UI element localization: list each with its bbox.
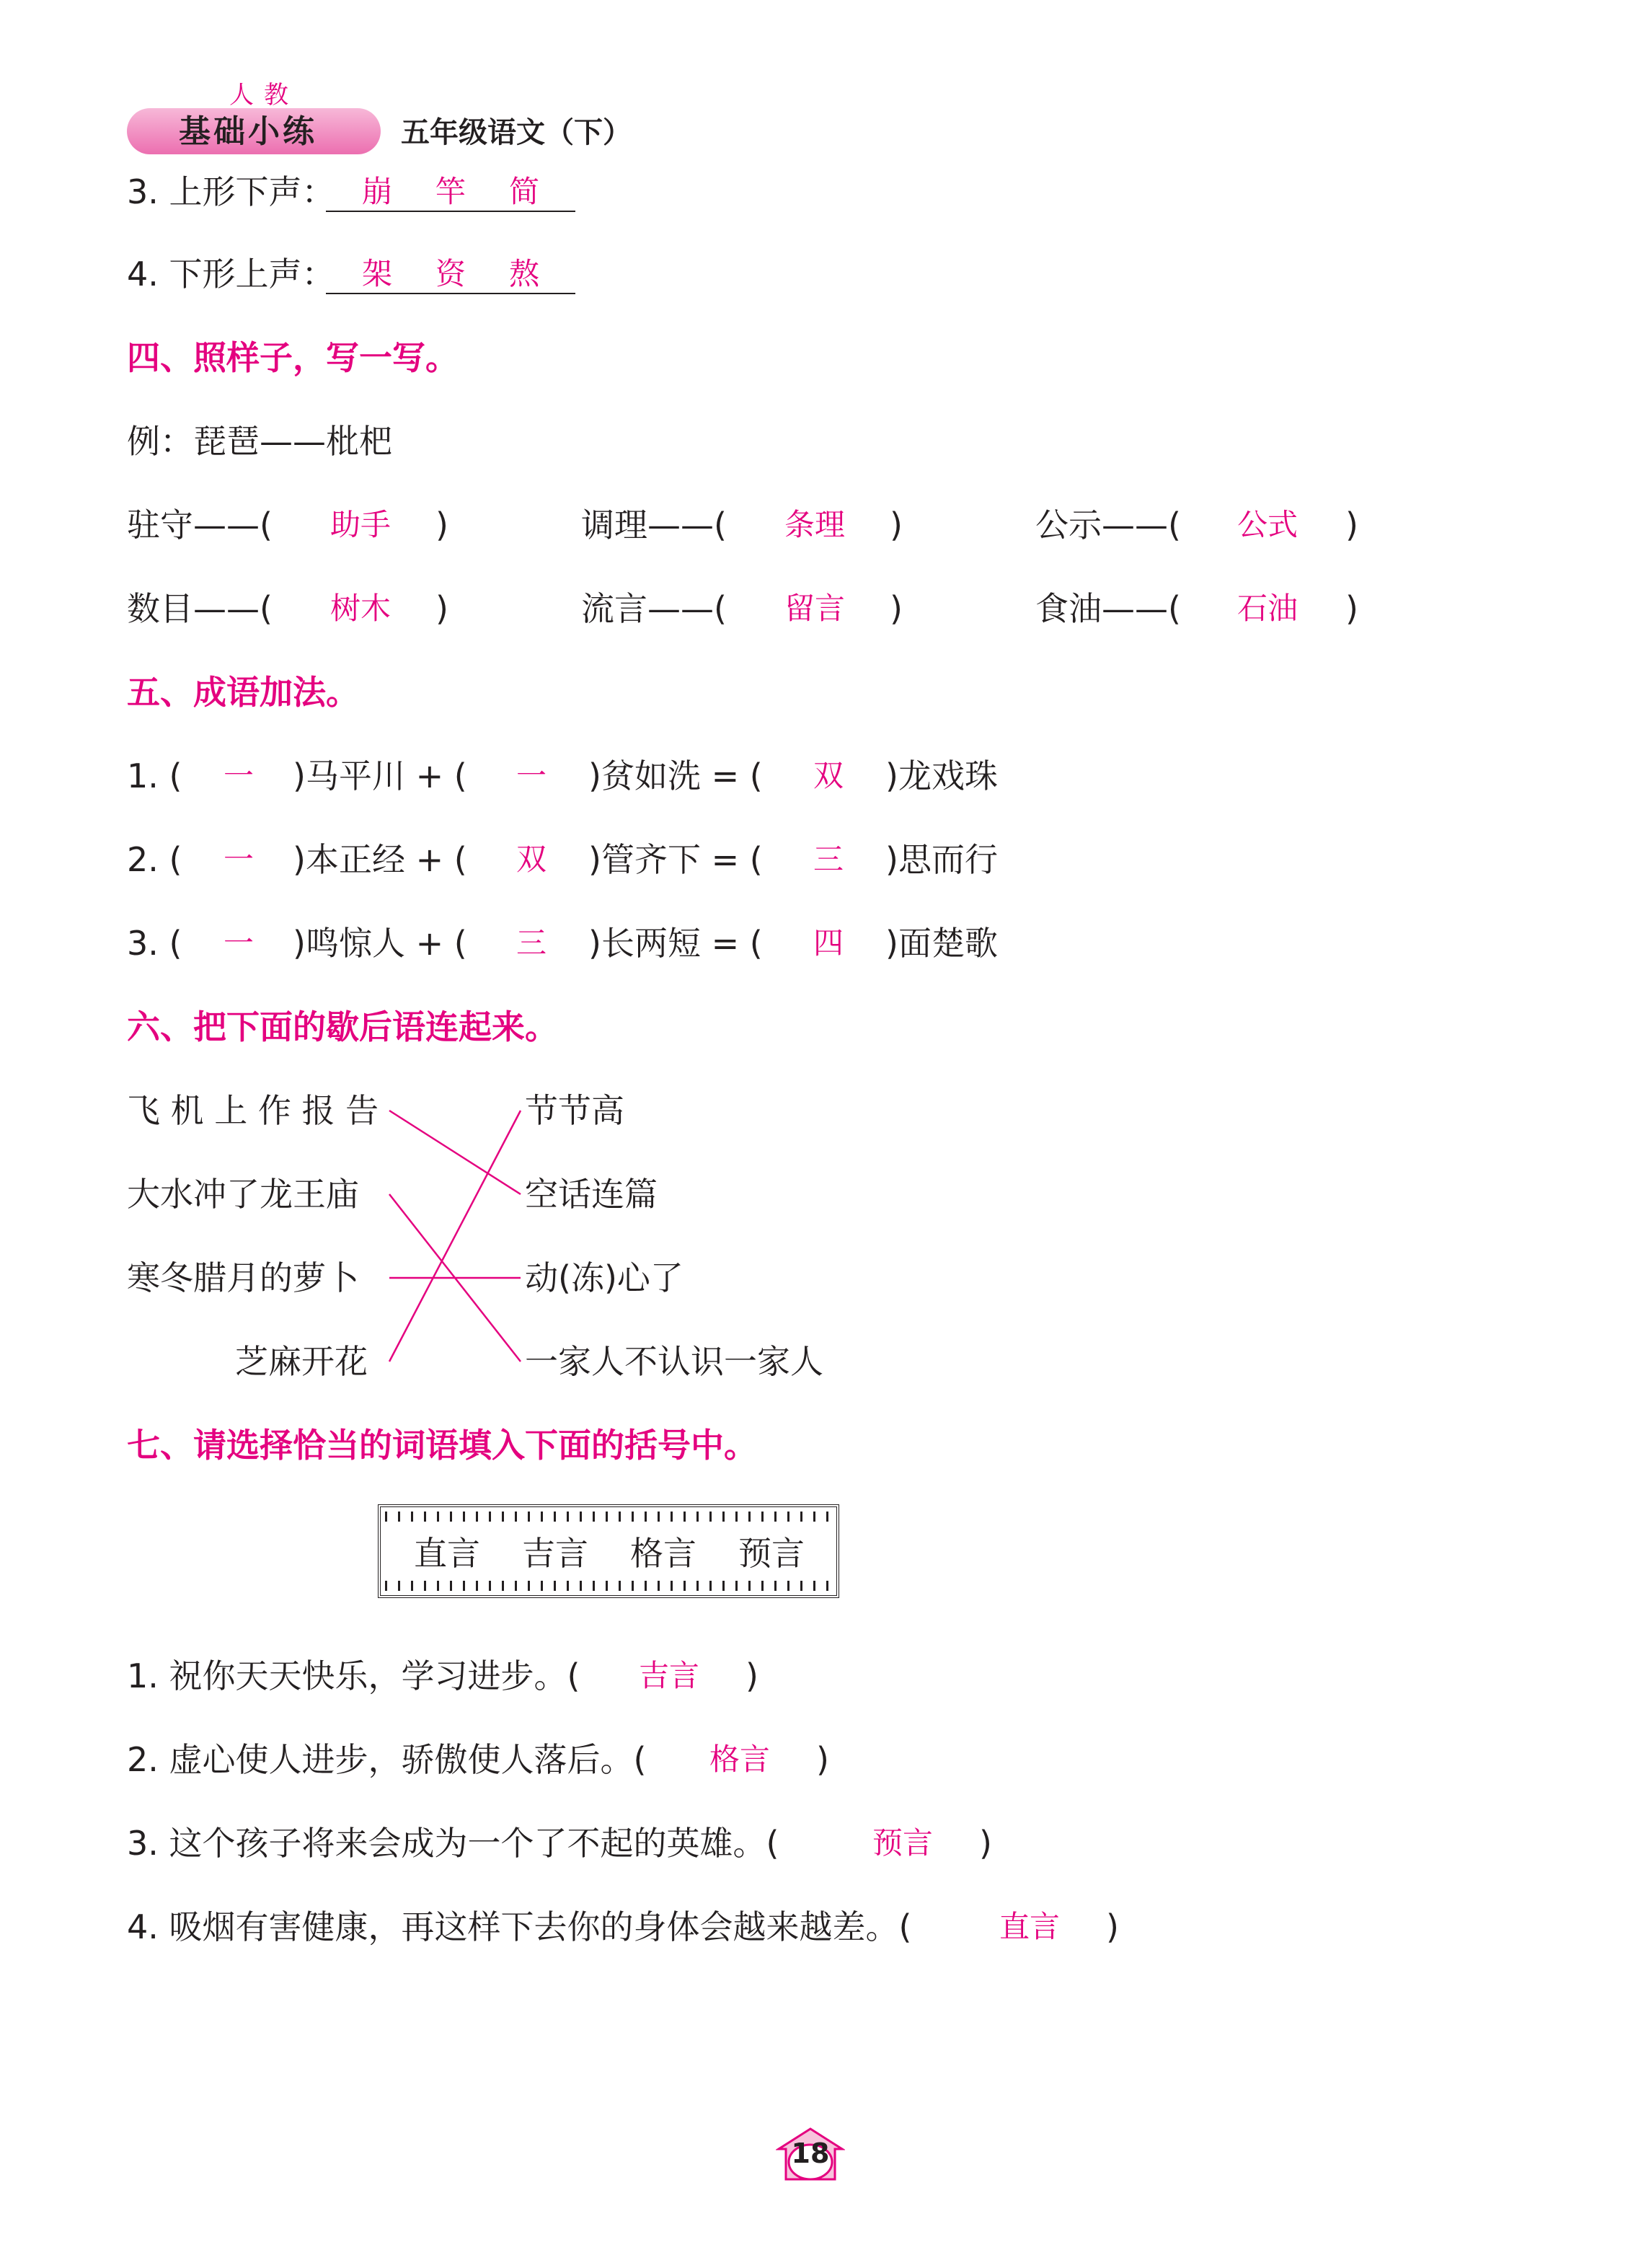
section4-word: 数目——( [127, 589, 273, 628]
answer-text: 石油 [1237, 591, 1299, 626]
idiom-text: )管齐下 = ( [588, 840, 763, 879]
answer-text: 留言 [784, 591, 846, 626]
saying-left: 寒冬腊月的萝卜 [127, 1258, 359, 1297]
section4-word: 驻守——( [127, 506, 273, 544]
answer-text: 四 [813, 925, 844, 961]
section4-example: 例：琵琶——枇杷 [127, 422, 392, 461]
saying-right: 节节高 [525, 1091, 624, 1130]
answer-text: 条理 [784, 507, 846, 542]
close-paren: ) [435, 506, 448, 544]
idiom-text: )鸣惊人 + ( [293, 924, 467, 963]
sentence: 4. 吸烟有害健康，再这样下去你的身体会越来越差。( [127, 1907, 912, 1946]
close-paren: ) [1345, 589, 1358, 628]
answer-text: 一 [516, 758, 547, 793]
idiom-text: )龙戏珠 [885, 756, 998, 795]
saying-right: 空话连篇 [525, 1175, 658, 1214]
answer-text: 崩 [362, 174, 393, 209]
idiom-text: )本正经 + ( [293, 840, 467, 879]
close-paren: ) [1345, 506, 1358, 544]
answer-text: 三 [516, 925, 547, 961]
answer-text: 一 [224, 925, 255, 961]
row-number: 3. ( [127, 924, 182, 963]
section3-item-label: 4. 下形上声： [127, 255, 335, 294]
saying-left: 芝麻开花 [235, 1342, 368, 1381]
answer-text: 三 [813, 842, 844, 877]
idiom-text: )面楚歌 [885, 924, 998, 963]
close-paren: ) [1106, 1907, 1119, 1946]
box-border-decoration [385, 1512, 832, 1522]
answer-text: 格言 [709, 1742, 771, 1777]
close-paren: ) [746, 1656, 758, 1695]
header-series: 基础小练 [179, 113, 317, 150]
close-paren: ) [435, 589, 448, 628]
section3-item-label: 3. 上形下声： [127, 172, 335, 211]
row-number: 2. ( [127, 840, 182, 879]
match-line-1 [389, 1111, 521, 1194]
answer-text: 助手 [330, 507, 391, 542]
answer-text: 熬 [509, 256, 540, 291]
word-option: 直言 [414, 1534, 480, 1573]
answer-text: 竿 [435, 174, 466, 209]
header-book-title: 五年级语文（下） [401, 116, 632, 149]
section4-word: 流言——( [581, 589, 727, 628]
answer-text: 一 [224, 758, 255, 793]
close-paren: ) [890, 506, 903, 544]
answer-text: 资 [435, 256, 466, 291]
section4-word: 调理——( [581, 506, 727, 544]
row-number: 1. ( [127, 756, 182, 795]
sentence: 2. 虚心使人进步，骄傲使人落后。( [127, 1740, 647, 1779]
word-option: 预言 [738, 1534, 805, 1573]
answer-text: 树木 [330, 591, 391, 626]
sentence: 1. 祝你天天快乐，学习进步。( [127, 1656, 580, 1695]
sentence: 3. 这个孩子将来会成为一个了不起的英雄。( [127, 1824, 779, 1863]
header-edition: 人教 [229, 81, 298, 110]
close-paren: ) [979, 1824, 992, 1863]
answer-text: 双 [516, 842, 547, 877]
answer-text: 双 [813, 758, 844, 793]
idiom-text: )贫如洗 = ( [588, 756, 763, 795]
section5-title: 五、成语加法。 [127, 673, 359, 712]
answer-text: 吉言 [639, 1658, 700, 1693]
saying-right: 一家人不认识一家人 [525, 1342, 823, 1381]
close-paren: ) [890, 589, 903, 628]
idiom-text: )马平川 + ( [293, 756, 467, 795]
answer-text: 架 [362, 256, 393, 291]
box-border-decoration [385, 1581, 832, 1591]
section6-title: 六、把下面的歇后语连起来。 [127, 1007, 558, 1046]
answer-text: 公式 [1237, 507, 1299, 542]
answer-text: 预言 [872, 1825, 934, 1861]
word-option: 格言 [630, 1534, 696, 1573]
word-choice-box [378, 1504, 839, 1598]
close-paren: ) [816, 1740, 829, 1779]
answer-text: 直言 [999, 1909, 1061, 1944]
saying-left: 飞 机 上 作 报 告 [127, 1091, 379, 1130]
idiom-text: )长两短 = ( [588, 924, 763, 963]
answer-text: 简 [509, 174, 540, 209]
saying-left: 大水冲了龙王庙 [127, 1175, 359, 1214]
section7-title: 七、请选择恰当的词语填入下面的括号中。 [127, 1426, 757, 1465]
word-option: 吉言 [522, 1534, 588, 1573]
page-number: 18 [791, 2137, 830, 2169]
saying-right: 动(冻)心了 [525, 1258, 684, 1297]
section4-word: 食油——( [1035, 589, 1181, 628]
section4-title: 四、照样子，写一写。 [127, 338, 459, 377]
match-line-4 [389, 1111, 521, 1362]
idiom-text: )思而行 [885, 840, 998, 879]
section4-word: 公示——( [1035, 506, 1181, 544]
answer-text: 一 [224, 842, 255, 877]
